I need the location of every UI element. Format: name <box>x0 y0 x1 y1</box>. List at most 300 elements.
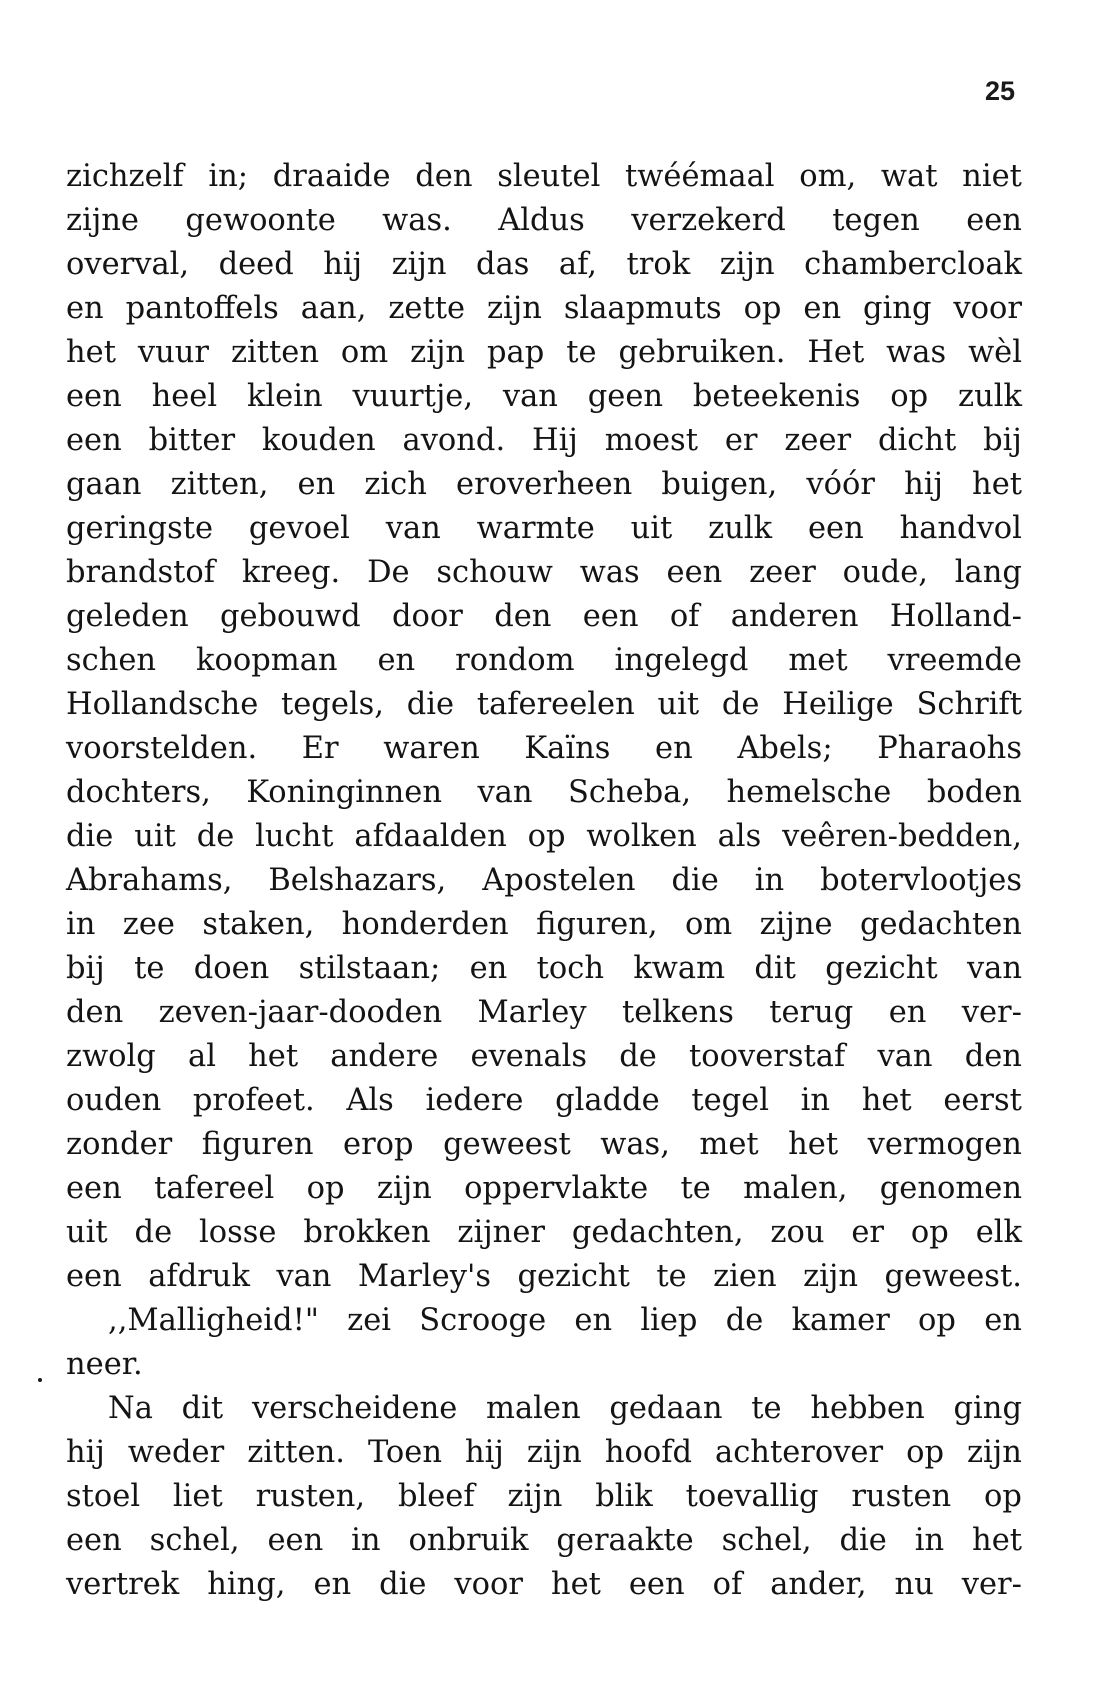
word: blik <box>595 1479 653 1514</box>
word: een <box>66 423 122 458</box>
word: stilstaan; <box>298 951 441 986</box>
word: genomen <box>879 1171 1022 1206</box>
word: sleutel <box>497 159 601 194</box>
word: zijn <box>376 1171 432 1206</box>
word: Scheba, <box>567 775 692 810</box>
word: voor <box>454 1567 523 1602</box>
text-line <box>66 463 1022 507</box>
text-line <box>66 331 1022 375</box>
word: van <box>877 1039 933 1074</box>
word: in <box>914 1523 945 1558</box>
word: die <box>839 1523 887 1558</box>
word: de <box>721 687 760 722</box>
word: iedere <box>425 1083 524 1118</box>
text-line <box>66 375 1022 419</box>
word: dit <box>181 1391 224 1426</box>
word: staken, <box>202 907 315 942</box>
word: tafereel <box>154 1171 275 1206</box>
word: het <box>550 1567 601 1602</box>
word: Pharaohs <box>877 731 1022 766</box>
word: dicht <box>877 423 957 458</box>
word: vertrek <box>66 1567 180 1602</box>
text-line <box>66 287 1022 331</box>
word: Abrahams, <box>66 863 233 898</box>
text-line <box>66 1343 1022 1387</box>
word: uit <box>657 687 700 722</box>
word: om <box>340 335 389 370</box>
word: er <box>851 1215 885 1250</box>
word: van <box>276 1259 332 1294</box>
word: ouden <box>66 1083 162 1118</box>
word: zijn <box>966 1435 1022 1470</box>
word: was <box>579 555 640 590</box>
word: dit <box>754 951 796 986</box>
word: het <box>788 1127 839 1162</box>
word: losse <box>199 1215 277 1250</box>
word: zijn <box>486 291 542 326</box>
word: achterover <box>715 1435 884 1470</box>
word: die <box>379 1567 427 1602</box>
word: onbruik <box>408 1523 529 1558</box>
word: zeer <box>784 423 852 458</box>
word: warmte <box>476 511 595 546</box>
word: zijne <box>759 907 833 942</box>
word: Holland- <box>889 599 1022 634</box>
word: verzekerd <box>631 203 786 238</box>
word: zeven-jaar-dooden <box>158 995 443 1030</box>
word: schouw <box>436 555 553 590</box>
word: Marley's <box>357 1259 491 1294</box>
word: gebouwd <box>219 599 361 634</box>
word: Kaïns <box>524 731 611 766</box>
word: te <box>566 335 597 370</box>
word: de <box>619 1039 657 1074</box>
word: anderen <box>730 599 859 634</box>
word: oppervlakte <box>464 1171 649 1206</box>
word: bij <box>66 951 105 986</box>
word: geraakte <box>556 1523 694 1558</box>
word: en <box>469 951 508 986</box>
word: verscheidene <box>251 1391 458 1426</box>
word: geen <box>587 379 664 414</box>
word: zijne <box>66 203 139 238</box>
word: De <box>367 555 410 590</box>
word: liep <box>640 1303 698 1338</box>
word: zette <box>388 291 466 326</box>
word: zeer <box>749 555 816 590</box>
word: neer. <box>66 1347 143 1382</box>
word: of <box>669 599 700 634</box>
word: ,,Malligheid!" <box>108 1303 319 1338</box>
word: tafereelen <box>476 687 635 722</box>
word: tegels, <box>281 687 384 722</box>
word: ver- <box>961 995 1022 1030</box>
text-line <box>66 419 1022 463</box>
word: zijn <box>719 247 775 282</box>
word: van <box>502 379 558 414</box>
word: in <box>800 1083 831 1118</box>
word: telkens <box>621 995 734 1030</box>
word: zijn <box>391 247 447 282</box>
word: als <box>717 819 762 854</box>
word: met <box>699 1127 759 1162</box>
word: hij <box>323 247 363 282</box>
word: veêren-bedden, <box>782 819 1022 854</box>
word: een <box>66 379 122 414</box>
word: afdruk <box>148 1259 250 1294</box>
word: pap <box>487 335 545 370</box>
word: klein <box>246 379 323 414</box>
word: tooverstaf <box>689 1039 846 1074</box>
word: Aldus <box>498 203 585 238</box>
word: ging <box>953 1391 1022 1426</box>
word: profeet. <box>192 1083 315 1118</box>
text-line <box>66 1519 1022 1563</box>
word: das <box>476 247 530 282</box>
word: geweest <box>443 1127 571 1162</box>
word: kreeg. <box>241 555 341 590</box>
text-line <box>66 1563 1022 1607</box>
word: die <box>406 687 455 722</box>
text-line <box>66 683 1022 727</box>
word: afdaalden <box>354 819 507 854</box>
word: en <box>984 1303 1022 1338</box>
word: overval, <box>66 247 190 282</box>
word: ander, <box>770 1567 867 1602</box>
word: om, <box>799 159 857 194</box>
word: zijn <box>410 335 466 370</box>
word: nu <box>894 1567 934 1602</box>
word: zee <box>122 907 175 942</box>
word: het <box>972 1523 1022 1558</box>
word: wèl <box>968 335 1022 370</box>
word: weder <box>127 1435 225 1470</box>
word: malen <box>486 1391 581 1426</box>
word: gedachten <box>859 907 1022 942</box>
word: om <box>684 907 733 942</box>
word: terug <box>769 995 854 1030</box>
word: Hollandsche <box>66 687 259 722</box>
word: Koninginnen <box>246 775 442 810</box>
word: kwam <box>633 951 726 986</box>
word: en <box>574 1303 613 1338</box>
word: te <box>134 951 165 986</box>
word: en <box>888 995 927 1030</box>
word: uit <box>66 1215 108 1250</box>
text-line <box>66 507 1022 551</box>
word: buigen, <box>661 467 778 502</box>
word: het <box>861 1083 912 1118</box>
word: oude, <box>842 555 928 590</box>
word: koopman <box>196 643 338 678</box>
word: figuren <box>201 1127 314 1162</box>
word: gevoel <box>248 511 350 546</box>
word: hoofd <box>604 1435 693 1470</box>
word: af, <box>558 247 598 282</box>
word: elk <box>975 1215 1022 1250</box>
word: malen, <box>743 1171 848 1206</box>
word: van <box>385 511 441 546</box>
word: vóór <box>806 467 875 502</box>
word: den <box>964 1039 1022 1074</box>
word: gewoonte <box>185 203 336 238</box>
word: op <box>918 1303 956 1338</box>
text-line <box>66 859 1022 903</box>
word: hij <box>904 467 943 502</box>
word: evenals <box>470 1039 588 1074</box>
word: Marley <box>477 995 587 1030</box>
word: rusten, <box>255 1479 366 1514</box>
word: op <box>984 1479 1022 1514</box>
word: kamer <box>791 1303 890 1338</box>
word: figuren, <box>536 907 658 942</box>
word: zei <box>347 1303 391 1338</box>
word: botervlootjes <box>820 863 1022 898</box>
word: uit <box>134 819 176 854</box>
word: geleden <box>66 599 189 634</box>
word: zijn <box>803 1259 859 1294</box>
word: en <box>803 291 842 326</box>
word: voorstelden. <box>66 731 258 766</box>
word: handvol <box>899 511 1022 546</box>
word: er <box>724 423 758 458</box>
word: bij <box>983 423 1022 458</box>
word: andere <box>330 1039 439 1074</box>
word: voor <box>953 291 1022 326</box>
word: en <box>66 291 104 326</box>
word: bitter <box>148 423 236 458</box>
word: liet <box>172 1479 223 1514</box>
word: stoel <box>66 1479 141 1514</box>
word: hing, <box>207 1567 286 1602</box>
word: een <box>66 1171 122 1206</box>
word: was <box>886 335 947 370</box>
word: het <box>972 467 1022 502</box>
word: heel <box>151 379 218 414</box>
text-line <box>66 1211 1022 1255</box>
word: lang <box>954 555 1022 590</box>
word: te <box>656 1259 687 1294</box>
word: erop <box>343 1127 414 1162</box>
word: op <box>906 1435 944 1470</box>
word: zichzelf <box>66 159 184 194</box>
word: deed <box>218 247 294 282</box>
word: en <box>655 731 693 766</box>
text-line <box>66 771 1022 815</box>
word: gedachten, <box>571 1215 744 1250</box>
word: aan, <box>300 291 367 326</box>
word: brokken <box>303 1215 431 1250</box>
text-line <box>66 1079 1022 1123</box>
text-line <box>66 199 1022 243</box>
word: al <box>188 1039 216 1074</box>
word: wat <box>880 159 938 194</box>
word: beteekenis <box>692 379 861 414</box>
text-line <box>66 155 1022 199</box>
word: op <box>743 291 782 326</box>
text-line <box>66 991 1022 1035</box>
word: vuurtje, <box>352 379 474 414</box>
word: in; <box>208 159 249 194</box>
word: twéémaal <box>625 159 775 194</box>
word: geweest. <box>884 1259 1022 1294</box>
text-line <box>66 947 1022 991</box>
word: Er <box>301 731 339 766</box>
word: Abels; <box>737 731 833 766</box>
word: de <box>134 1215 173 1250</box>
word: eerst <box>943 1083 1022 1118</box>
word: boden <box>926 775 1022 810</box>
print-speck <box>38 1378 42 1382</box>
text-line <box>66 1123 1022 1167</box>
word: Hij <box>532 423 578 458</box>
word: of <box>712 1567 743 1602</box>
word: op <box>527 819 566 854</box>
word: zich <box>364 467 427 502</box>
word: en <box>313 1567 352 1602</box>
word: een <box>66 1259 122 1294</box>
word: te <box>680 1171 711 1206</box>
word: ver- <box>961 1567 1022 1602</box>
word: zitten. <box>247 1435 345 1470</box>
word: op <box>910 1215 949 1250</box>
text-line <box>66 815 1022 859</box>
text-line <box>66 1299 1022 1343</box>
word: was, <box>600 1127 670 1162</box>
word: de <box>725 1303 764 1338</box>
word: van <box>966 951 1022 986</box>
word: gezicht <box>825 951 938 986</box>
word: toevallig <box>685 1479 819 1514</box>
word: gebruiken. <box>618 335 786 370</box>
word: pantoffels <box>125 291 279 326</box>
text-line <box>66 1431 1022 1475</box>
word: een <box>807 511 864 546</box>
word: schen <box>66 643 157 678</box>
word: zien <box>713 1259 777 1294</box>
word: Het <box>807 335 865 370</box>
word: ging <box>863 291 932 326</box>
word: die <box>671 863 719 898</box>
body-text <box>66 155 1022 1607</box>
word: tegen <box>832 203 920 238</box>
word: een <box>267 1523 324 1558</box>
word: zonder <box>66 1127 173 1162</box>
word: van <box>477 775 533 810</box>
word: Heilige <box>782 687 894 722</box>
text-line <box>66 595 1022 639</box>
word: en <box>297 467 336 502</box>
word: Na <box>108 1391 153 1426</box>
word: slaapmuts <box>563 291 722 326</box>
word: Als <box>346 1083 394 1118</box>
word: zulk <box>708 511 773 546</box>
word: de <box>196 819 235 854</box>
word: kouden <box>261 423 376 458</box>
word: zou <box>770 1215 825 1250</box>
text-line <box>66 1387 1022 1431</box>
word: in <box>66 907 96 942</box>
word: door <box>392 599 463 634</box>
word: uit <box>630 511 673 546</box>
word: geringste <box>66 511 214 546</box>
word: moest <box>604 423 698 458</box>
word: vuur <box>137 335 209 370</box>
word: met <box>788 643 848 678</box>
word: zijn <box>507 1479 563 1514</box>
word: een <box>582 599 639 634</box>
text-line <box>66 1475 1022 1519</box>
word: waren <box>383 731 480 766</box>
word: die <box>66 819 114 854</box>
word: in <box>754 863 785 898</box>
word: den <box>415 159 473 194</box>
word: ingelegd <box>614 643 749 678</box>
word: honderden <box>341 907 509 942</box>
word: een <box>966 203 1022 238</box>
text-line <box>66 243 1022 287</box>
word: zulk <box>958 379 1022 414</box>
word: dochters, <box>66 775 211 810</box>
word: wolken <box>586 819 697 854</box>
text-line <box>66 639 1022 683</box>
word: den <box>494 599 552 634</box>
word: zitten, <box>170 467 269 502</box>
word: niet <box>962 159 1022 194</box>
word: toch <box>536 951 604 986</box>
text-line <box>66 1255 1022 1299</box>
word: avond. <box>402 423 506 458</box>
word: gladde <box>555 1083 660 1118</box>
word: gezicht <box>517 1259 630 1294</box>
word: was. <box>382 203 452 238</box>
text-line <box>66 1167 1022 1211</box>
word: een <box>666 555 723 590</box>
text-line <box>66 551 1022 595</box>
word: op <box>306 1171 345 1206</box>
word: draaide <box>272 159 391 194</box>
word: eroverheen <box>456 467 633 502</box>
word: doen <box>193 951 270 986</box>
text-line <box>66 903 1022 947</box>
word: rusten <box>851 1479 952 1514</box>
word: schel, <box>149 1523 240 1558</box>
word: hij <box>465 1435 504 1470</box>
word: hemelsche <box>726 775 892 810</box>
word: zijner <box>457 1215 545 1250</box>
word: vreemde <box>887 643 1022 678</box>
word: het <box>66 335 116 370</box>
word: het <box>248 1039 299 1074</box>
word: Apostelen <box>482 863 636 898</box>
word: brandstof <box>66 555 216 590</box>
word: gaan <box>66 467 142 502</box>
word: Toen <box>367 1435 442 1470</box>
word: Schrift <box>916 687 1022 722</box>
word: en <box>377 643 416 678</box>
word: Scrooge <box>419 1303 547 1338</box>
word: chambercloak <box>804 247 1022 282</box>
word: hebben <box>810 1391 925 1426</box>
word: rondom <box>455 643 575 678</box>
word: lucht <box>255 819 334 854</box>
word: in <box>351 1523 381 1558</box>
word: den <box>66 995 124 1030</box>
word: zijn <box>526 1435 582 1470</box>
word: gedaan <box>609 1391 723 1426</box>
word: tegel <box>691 1083 769 1118</box>
word: trok <box>626 247 691 282</box>
